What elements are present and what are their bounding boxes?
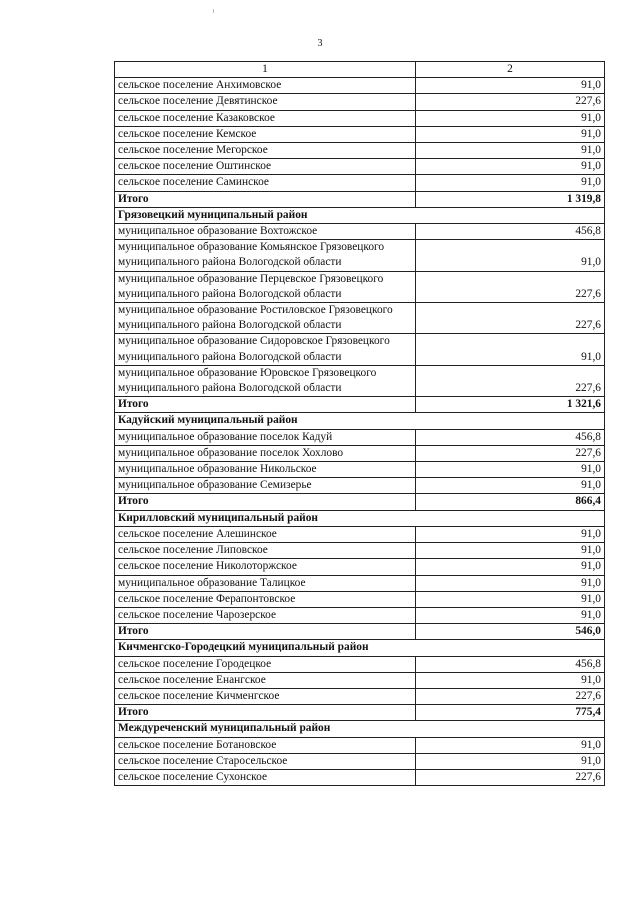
district-name: Кирилловский муниципальный район [115, 510, 605, 526]
settlement-name: сельское поселение Сухонское [115, 769, 416, 785]
amount-value: 91,0 [416, 575, 605, 591]
table-row [115, 271, 605, 302]
amount-value: 91,0 [416, 143, 605, 159]
allocation-table [114, 61, 605, 786]
amount-value: 91,0 [416, 672, 605, 688]
table-row [115, 126, 605, 142]
district-header-row [115, 207, 605, 223]
district-name: Междуреченский муниципальный район [115, 721, 605, 737]
settlement-name: муниципальное образование Юровское Грязовецкого муниципального района Вологодской области [115, 365, 416, 396]
table-row [115, 303, 605, 334]
amount-value: 456,8 [416, 224, 605, 240]
settlement-name: сельское поселение Оштинское [115, 159, 416, 175]
amount-value: 91,0 [416, 591, 605, 607]
table-row [115, 672, 605, 688]
settlement-name: сельское поселение Саминское [115, 175, 416, 191]
district-name: Кичменгско-Городецкий муниципальный район [115, 640, 605, 656]
table-row [115, 478, 605, 494]
amount-value: 456,8 [416, 656, 605, 672]
settlement-name: муниципальное образование поселок Хохлово [115, 445, 416, 461]
column-header-2: 2 [416, 62, 605, 78]
table-row [115, 445, 605, 461]
amount-value: 91,0 [416, 175, 605, 191]
amount-value: 91,0 [416, 526, 605, 542]
amount-value: 91,0 [416, 334, 605, 365]
amount-value: 91,0 [416, 607, 605, 623]
table-row [115, 526, 605, 542]
total-row [115, 494, 605, 510]
amount-value: 91,0 [416, 737, 605, 753]
settlement-name: муниципальное образование Вохтожское [115, 224, 416, 240]
amount-value: 91,0 [416, 78, 605, 94]
settlement-name: муниципальное образование Семизерье [115, 478, 416, 494]
settlement-name: сельское поселение Алешинское [115, 526, 416, 542]
settlement-name: муниципальное образование Никольское [115, 462, 416, 478]
total-row [115, 624, 605, 640]
settlement-name: сельское поселение Мегорское [115, 143, 416, 159]
settlement-name: сельское поселение Казаковское [115, 110, 416, 126]
total-label: Итого [115, 397, 416, 413]
table-row [115, 737, 605, 753]
table-body [115, 78, 605, 786]
table-row [115, 175, 605, 191]
table-row [115, 365, 605, 396]
table-row [115, 110, 605, 126]
table-row [115, 769, 605, 785]
table-row [115, 656, 605, 672]
table-row [115, 159, 605, 175]
table-row [115, 429, 605, 445]
settlement-name: сельское поселение Девятинское [115, 94, 416, 110]
table-row [115, 240, 605, 271]
table-row [115, 462, 605, 478]
total-value: 1 319,8 [416, 191, 605, 207]
amount-value: 91,0 [416, 126, 605, 142]
amount-value: 91,0 [416, 159, 605, 175]
table-row [115, 559, 605, 575]
table-header-row [115, 62, 605, 78]
settlement-name: сельское поселение Городецкое [115, 656, 416, 672]
table-row [115, 334, 605, 365]
page-number: 3 [317, 38, 323, 49]
table-row [115, 753, 605, 769]
settlement-name: сельское поселение Анхимовское [115, 78, 416, 94]
total-label: Итого [115, 705, 416, 721]
settlement-name: муниципальное образование Сидоровское Грязовецкого муниципального района Вологодской области [115, 334, 416, 365]
table-row [115, 78, 605, 94]
settlement-name: сельское поселение Старосельское [115, 753, 416, 769]
settlement-name: сельское поселение Ботановское [115, 737, 416, 753]
table-row [115, 575, 605, 591]
table-row [115, 688, 605, 704]
total-value: 546,0 [416, 624, 605, 640]
table-row [115, 143, 605, 159]
amount-value: 227,6 [416, 688, 605, 704]
district-header-row [115, 721, 605, 737]
column-header-1: 1 [115, 62, 416, 78]
district-header-row [115, 640, 605, 656]
amount-value: 91,0 [416, 559, 605, 575]
settlement-name: муниципальное образование Перцевское Грязовецкого муниципального района Вологодской области [115, 271, 416, 302]
scan-mark [213, 9, 214, 13]
total-label: Итого [115, 624, 416, 640]
settlement-name: сельское поселение Кемское [115, 126, 416, 142]
amount-value: 91,0 [416, 110, 605, 126]
settlement-name: сельское поселение Енангское [115, 672, 416, 688]
district-name: Грязовецкий муниципальный район [115, 207, 605, 223]
settlement-name: муниципальное образование Ростиловское Грязовецкого муниципального района Вологодской области [115, 303, 416, 334]
amount-value: 227,6 [416, 769, 605, 785]
settlement-name: сельское поселение Кичменгское [115, 688, 416, 704]
settlement-name: сельское поселение Липовское [115, 543, 416, 559]
amount-value: 91,0 [416, 462, 605, 478]
settlement-name: сельское поселение Чарозерское [115, 607, 416, 623]
amount-value: 91,0 [416, 753, 605, 769]
amount-value: 227,6 [416, 445, 605, 461]
amount-value: 91,0 [416, 543, 605, 559]
table-row [115, 543, 605, 559]
total-label: Итого [115, 191, 416, 207]
table-row [115, 94, 605, 110]
district-header-row [115, 413, 605, 429]
district-header-row [115, 510, 605, 526]
total-row [115, 397, 605, 413]
table-row [115, 224, 605, 240]
settlement-name: сельское поселение Ферапонтовское [115, 591, 416, 607]
settlement-name: сельское поселение Николоторжское [115, 559, 416, 575]
district-name: Кадуйский муниципальный район [115, 413, 605, 429]
settlement-name: муниципальное образование поселок Кадуй [115, 429, 416, 445]
amount-value: 227,6 [416, 94, 605, 110]
settlement-name: муниципальное образование Талицкое [115, 575, 416, 591]
total-row [115, 191, 605, 207]
table-row [115, 591, 605, 607]
amount-value: 227,6 [416, 271, 605, 302]
total-row [115, 705, 605, 721]
total-value: 866,4 [416, 494, 605, 510]
amount-value: 227,6 [416, 365, 605, 396]
amount-value: 227,6 [416, 303, 605, 334]
total-value: 775,4 [416, 705, 605, 721]
amount-value: 456,8 [416, 429, 605, 445]
total-label: Итого [115, 494, 416, 510]
amount-value: 91,0 [416, 478, 605, 494]
settlement-name: муниципальное образование Комьянское Грязовецкого муниципального района Вологодской области [115, 240, 416, 271]
total-value: 1 321,6 [416, 397, 605, 413]
table-row [115, 607, 605, 623]
amount-value: 91,0 [416, 240, 605, 271]
